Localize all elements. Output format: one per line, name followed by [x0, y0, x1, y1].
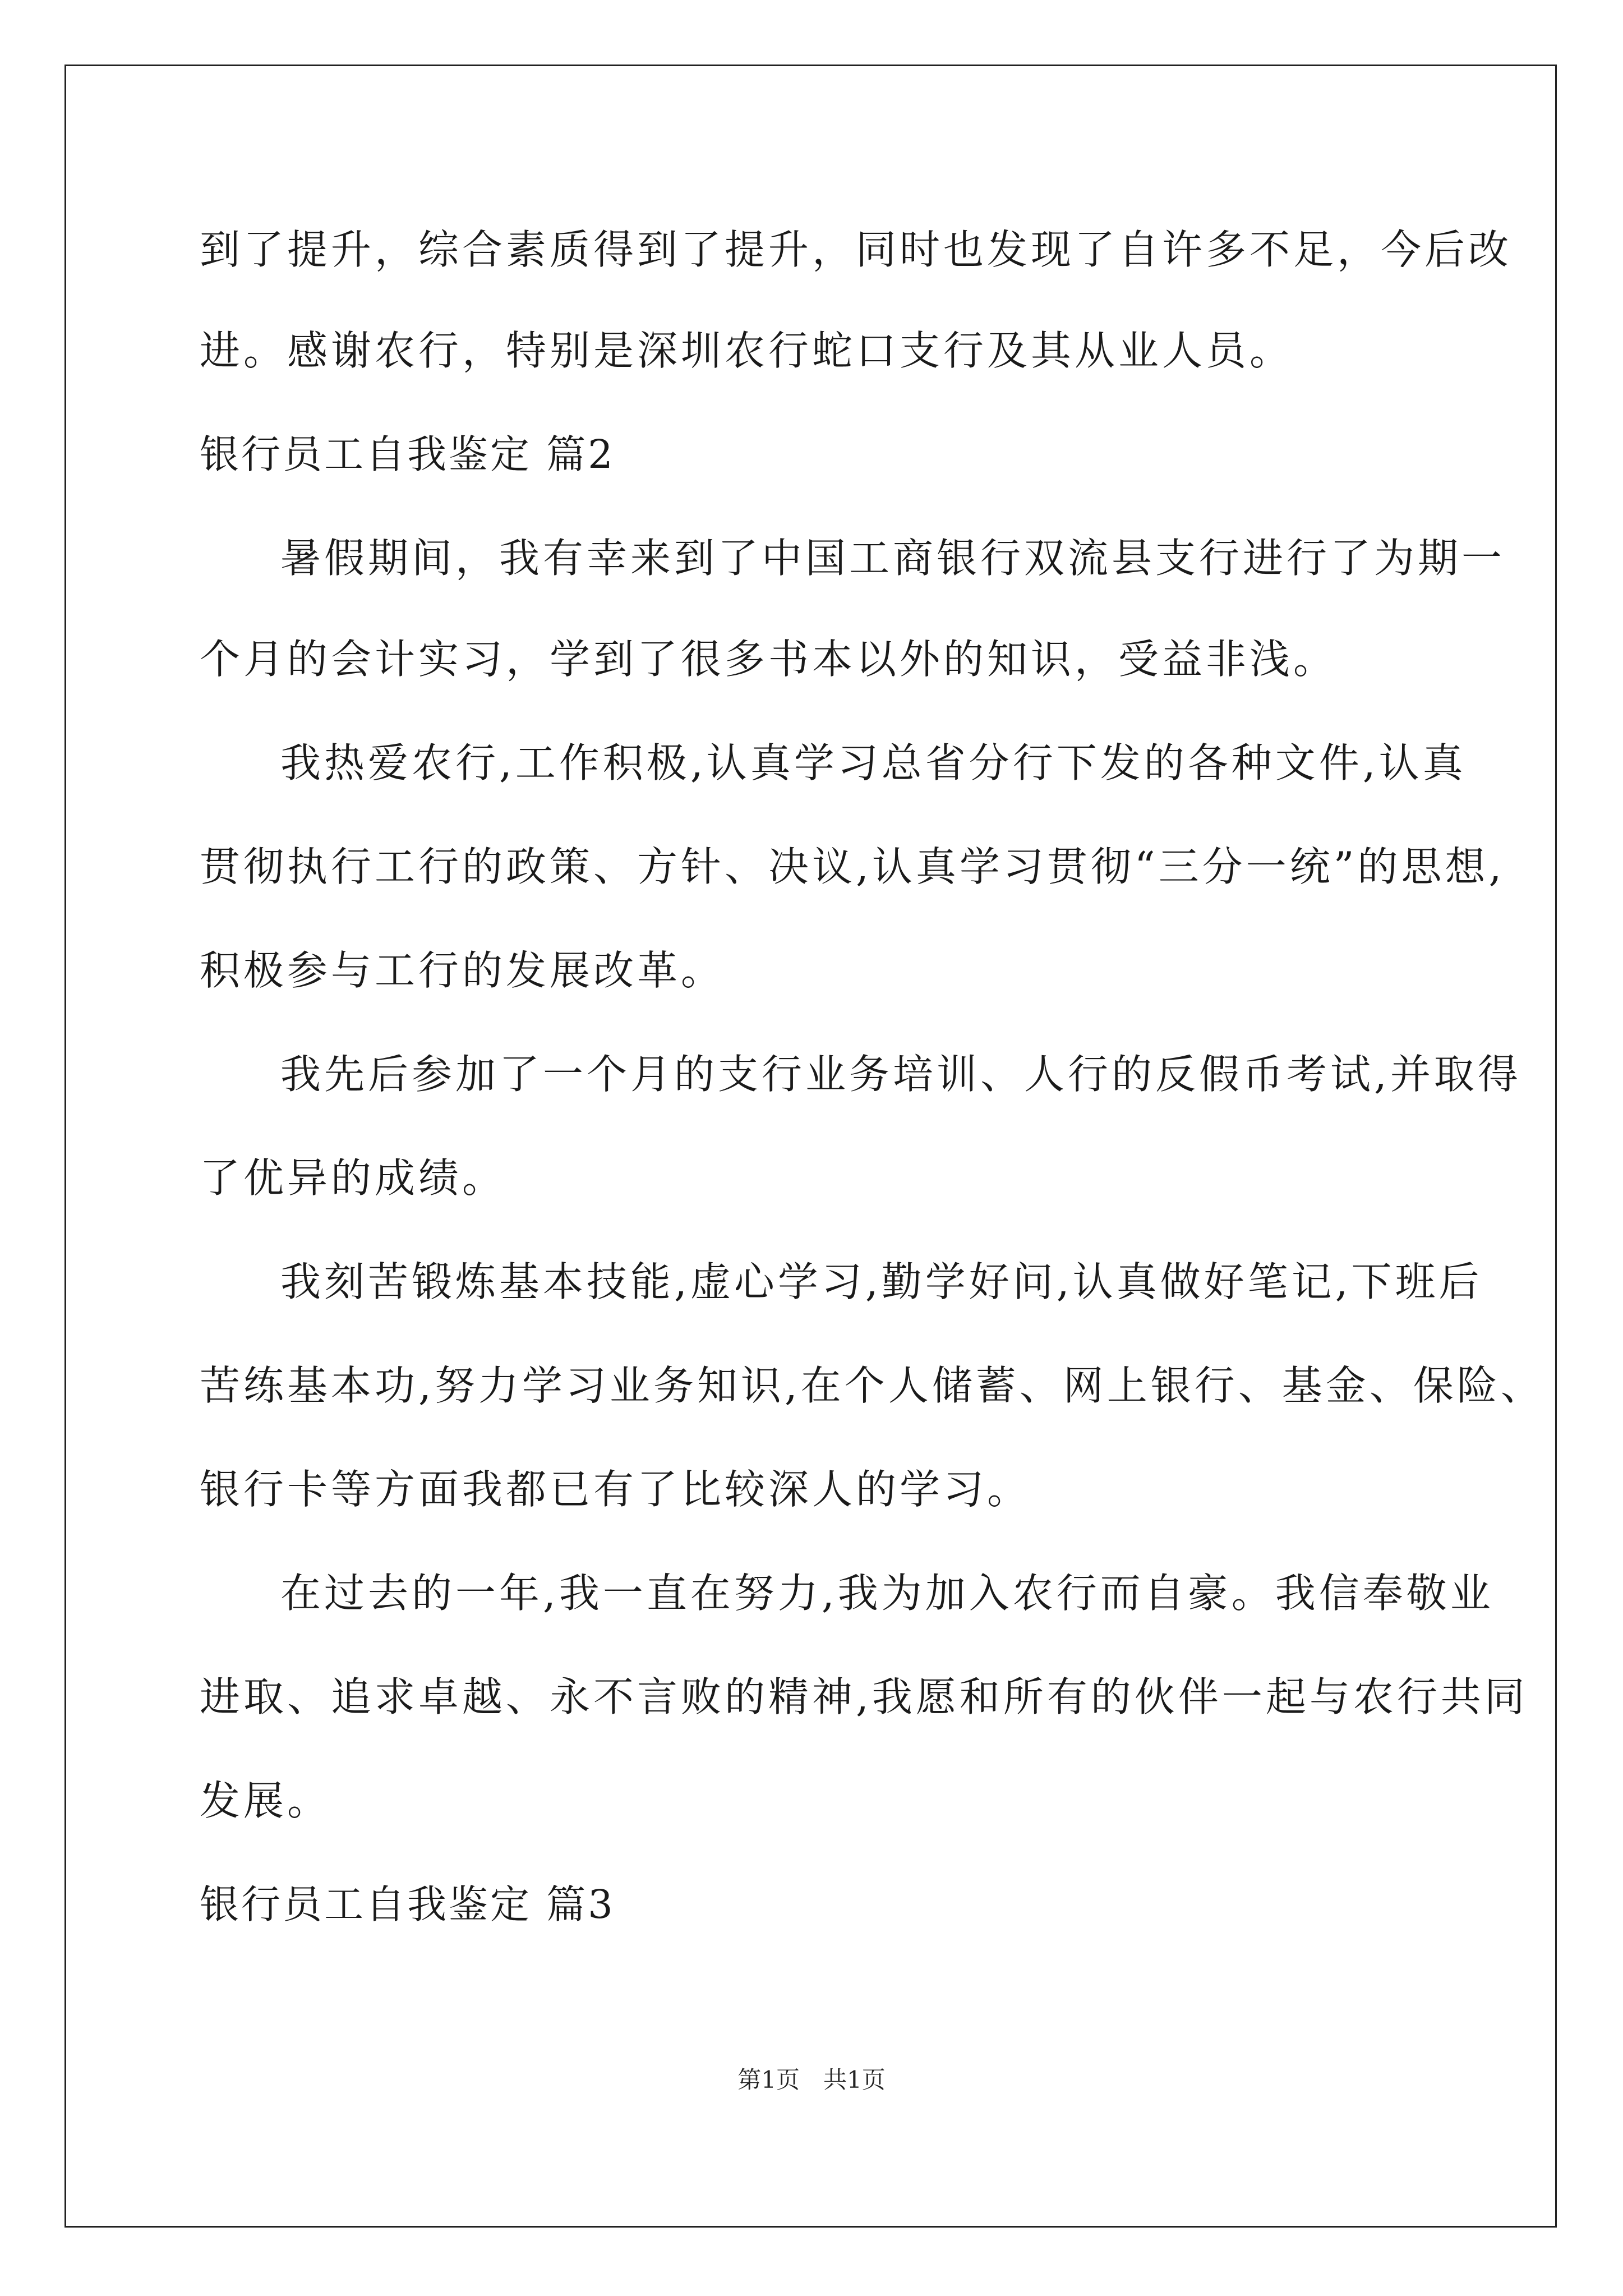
paragraph-line: 暑假期间，我有幸来到了中国工商银行双流县支行进行了为期一: [280, 535, 1506, 582]
page-number-footer: 第1页 共1页: [737, 2066, 886, 2093]
section-heading: 银行员工自我鉴定 篇2: [200, 431, 615, 477]
paragraph-line: 发展。: [200, 1777, 331, 1824]
section-heading: 银行员工自我鉴定 篇3: [200, 1881, 615, 1927]
paragraph-line: 我先后参加了一个月的支行业务培训、人行的反假币考试,并取得: [280, 1051, 1521, 1098]
paragraph-line: 在过去的一年,我一直在努力,我为加入农行而自豪。我信奉敬业: [280, 1570, 1494, 1617]
paragraph-line: 银行卡等方面我都已有了比较深人的学习。: [200, 1466, 1031, 1513]
paragraph-line: 进。感谢农行，特别是深圳农行蛇口支行及其从业人员。: [200, 327, 1294, 374]
paragraph-line: 我刻苦锻炼基本技能,虚心学习,勤学好问,认真做好笔记,下班后: [280, 1258, 1483, 1305]
paragraph-line: 了优异的成绩。: [200, 1154, 506, 1202]
paragraph-line: 进取、追求卓越、永不言败的精神,我愿和所有的伙伴一起与农行共同: [200, 1673, 1528, 1720]
paragraph-line: 个月的会计实习，学到了很多书本以外的知识，受益非浅。: [200, 636, 1338, 683]
paragraph-line: 到了提升，综合素质得到了提升，同时也发现了自许多不足，今后改: [200, 226, 1513, 273]
paragraph-line: 苦练基本功,努力学习业务知识,在个人储蓄、网上银行、基金、保险、: [200, 1362, 1544, 1409]
paragraph-line: 积极参与工行的发展改革。: [200, 947, 725, 994]
paragraph-line: 我热爱农行,工作积极,认真学习总省分行下发的各种文件,认真: [280, 739, 1467, 786]
paragraph-line: 贯彻执行工行的政策、方针、决议,认真学习贯彻“三分一统”的思想,: [200, 843, 1505, 890]
